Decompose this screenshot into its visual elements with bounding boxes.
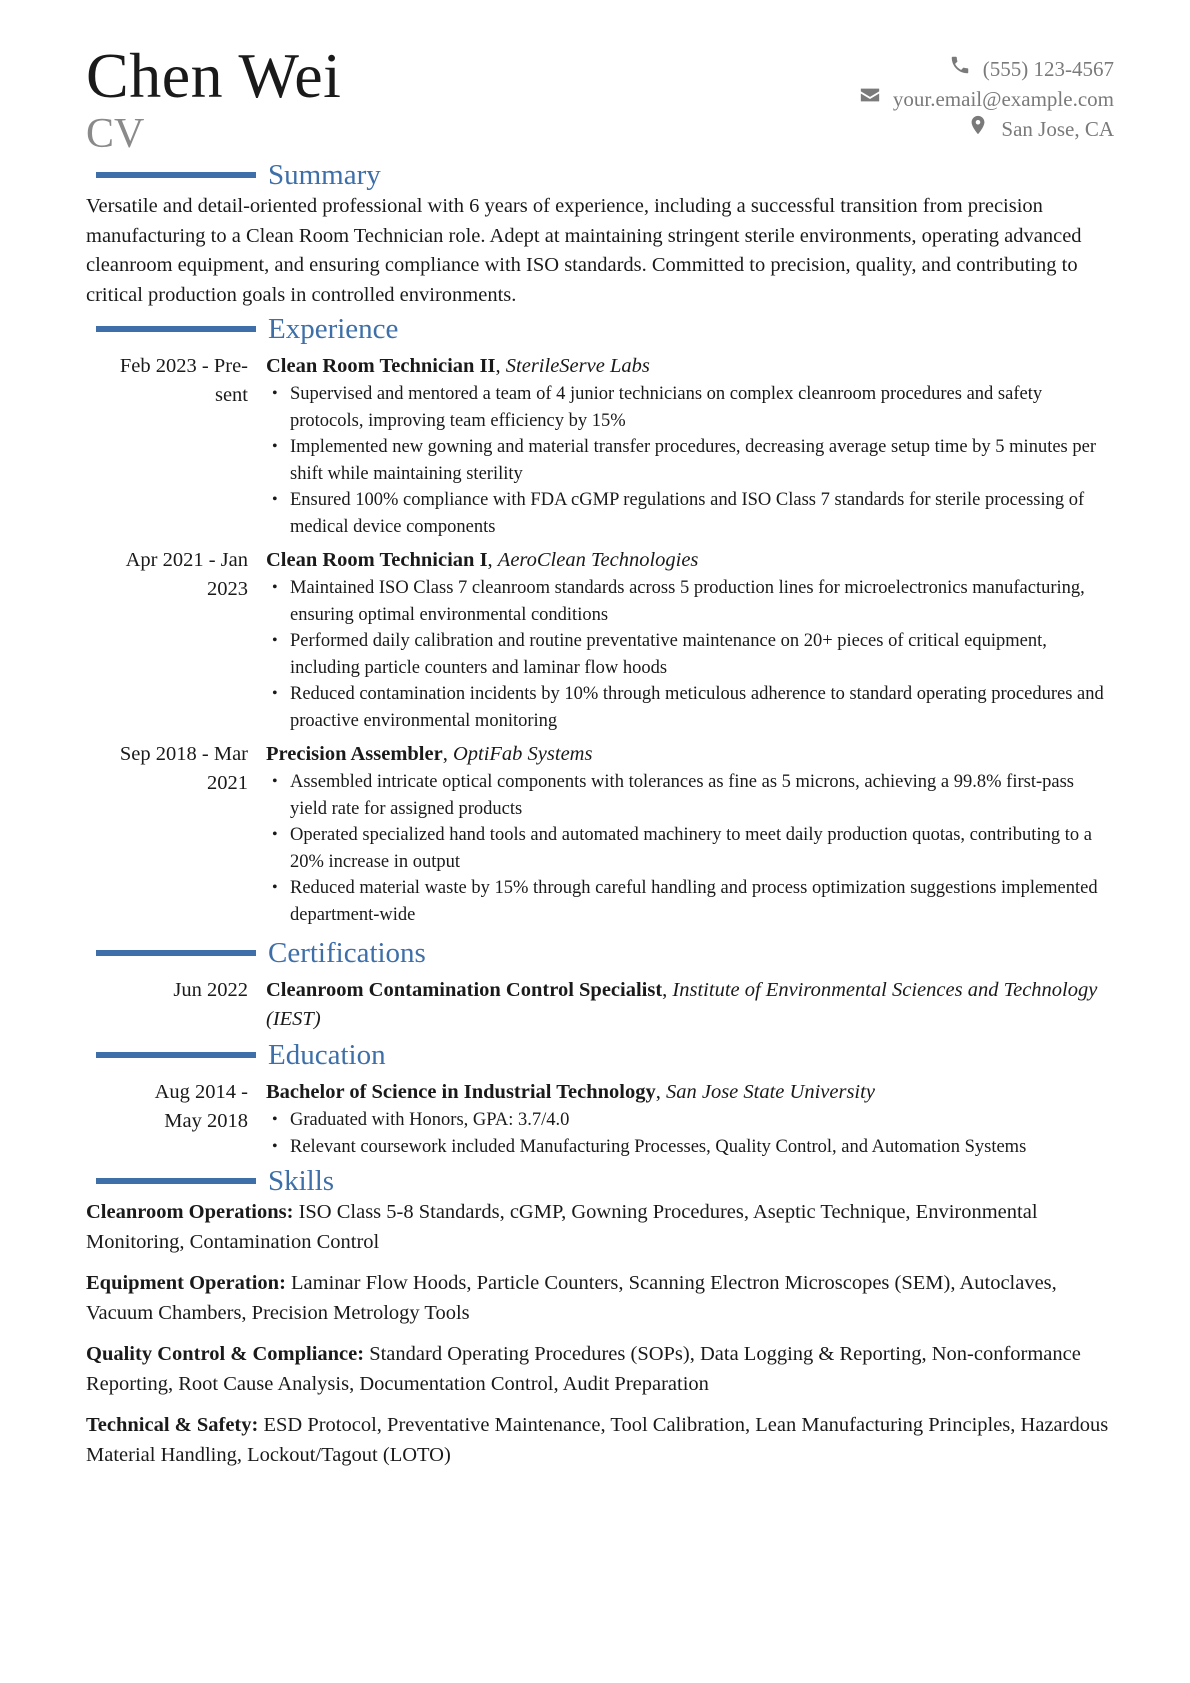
bullet-item: • Operated specialized hand tools and automated machinery to meet daily production quotas, contributing to a 20% increase in output: [266, 822, 1114, 875]
bullet-item: • Reduced contamination incidents by 10% through meticulous adherence to standard operating procedures and proactive environmental monitoring: [266, 681, 1114, 734]
location-text: San Jose, CA: [1001, 116, 1114, 141]
entry-date: [86, 352, 248, 540]
entry-heading: Cleanroom Contamination Control Specialist, Institute of Environmental Sciences and Technology (IEST): [266, 979, 1098, 1030]
section-title: Certifications: [268, 937, 426, 969]
bullet-list: [266, 381, 1114, 540]
entry-heading: Clean Room Technician I, AeroClean Technologies: [266, 549, 699, 571]
entry-heading: Bachelor of Science in Industrial Technology, San Jose State University: [266, 1081, 875, 1103]
entry-body: [266, 740, 1114, 928]
skill-label: Technical & Safety:: [86, 1414, 259, 1436]
entry-date-line: Aug 2014 -: [154, 1081, 248, 1103]
skill-group: [86, 1198, 1114, 1257]
skill-list: Standard Operating Procedures (SOPs), Data Logging & Reporting, Non-conformance Reporting, Root Cause Analysis, Documentation Control, Audit Preparation: [86, 1343, 1081, 1395]
skill-group: [86, 1411, 1114, 1470]
education-entry: [86, 1078, 1114, 1160]
bullet-item: • Reduced material waste by 15% through careful handling and process optimization suggestions implemented department-wide: [266, 875, 1114, 928]
employer-name: AeroClean Technologies: [497, 549, 699, 571]
skill-label: Quality Control & Compliance:: [86, 1343, 365, 1365]
contact-phone[interactable]: [859, 54, 1114, 84]
section-title: Education: [268, 1039, 386, 1071]
section-experience-heading: [86, 312, 1114, 346]
entry-body: [266, 1078, 1114, 1160]
bullet-item: • Performed daily calibration and routine preventative maintenance on 20+ pieces of critical equipment, including particle counters and laminar flow hoods: [266, 628, 1114, 681]
bullet-item: • Implemented new gowning and material transfer procedures, decreasing average setup time by 5 minutes per shift while maintaining sterility: [266, 434, 1114, 487]
section-title: Experience: [268, 313, 399, 345]
entry-date: [86, 546, 248, 734]
skill-list: ESD Protocol, Preventative Maintenance, Tool Calibration, Lean Manufacturing Principles, Hazardous Material Handling, Lockout/Tagout (LOTO): [86, 1414, 1109, 1466]
bullet-list: [266, 575, 1114, 734]
section-summary-heading: [86, 158, 1114, 192]
employer-name: SterileServe Labs: [505, 355, 650, 377]
entry-date-line: Sep 2018 - Mar: [119, 743, 248, 765]
entry-date-line: 2023: [207, 578, 248, 600]
entry-body: [266, 546, 1114, 734]
entry-date: [86, 1078, 248, 1160]
phone-icon: [949, 54, 971, 84]
summary-text: Versatile and detail-oriented professional with 6 years of experience, including a successful transition from precision manufacturing to a Clean Room Technician role. Adept at maintaining stringent sterile environments, operating advanced cleanroom equipment, and ensuring compliance with ISO standards. Committed to precision, quality, and contributing to critical production goals in controlled environments.: [86, 195, 1082, 306]
bullet-item: • Relevant coursework included Manufacturing Processes, Quality Control, and Automation Systems: [266, 1134, 1114, 1161]
person-name: Chen Wei: [86, 40, 342, 111]
entry-date-line: Feb 2023 - Pre-: [119, 355, 248, 377]
section-divider-bar: [96, 950, 256, 956]
entry-date-line: sent: [214, 384, 248, 406]
entry-date-line: May 2018: [164, 1110, 248, 1132]
skill-group: [86, 1269, 1114, 1328]
degree-title: Bachelor of Science in Industrial Technology: [266, 1081, 656, 1103]
section-education-heading: [86, 1038, 1114, 1072]
entry-body: [266, 976, 1114, 1034]
section-divider-bar: [96, 172, 256, 178]
certification-entry: [86, 976, 1114, 1034]
section-skills-heading: [86, 1164, 1114, 1198]
section-divider-bar: [96, 1178, 256, 1184]
experience-entry: [86, 352, 1114, 540]
resume-page: [86, 40, 1114, 1482]
job-title: Clean Room Technician I: [266, 549, 488, 571]
school-name: San Jose State University: [665, 1081, 875, 1103]
entry-date-line: Apr 2021 - Jan: [125, 549, 248, 571]
entry-date: [86, 740, 248, 928]
bullet-item: • Supervised and mentored a team of 4 junior technicians on complex cleanroom procedures and safety protocols, improving team efficiency by 15%: [266, 381, 1114, 434]
resume-header: [86, 40, 1114, 157]
skill-list: ISO Class 5-8 Standards, cGMP, Gowning Procedures, Aseptic Technique, Environmental Monitoring, Contamination Control: [86, 1201, 1038, 1253]
map-pin-icon: [967, 114, 989, 144]
contact-email[interactable]: [859, 84, 1114, 114]
job-title: Clean Room Technician II: [266, 355, 496, 377]
experience-entry: [86, 546, 1114, 734]
envelope-icon: [859, 84, 881, 114]
skill-list: Laminar Flow Hoods, Particle Counters, Scanning Electron Microscopes (SEM), Autoclaves, Vacuum Chambers, Precision Metrology Tools: [86, 1272, 1057, 1324]
skill-label: Equipment Operation:: [86, 1272, 286, 1294]
skill-group: [86, 1340, 1114, 1399]
issuer-name: Institute of Environmental Sciences and Technology (IEST): [266, 979, 1098, 1030]
entry-body: [266, 352, 1114, 540]
document-subtitle: CV: [86, 111, 145, 157]
entry-heading: Clean Room Technician II, SterileServe Labs: [266, 355, 650, 377]
bullet-list: [266, 769, 1114, 928]
skill-label: Cleanroom Operations:: [86, 1201, 294, 1223]
bullet-item: • Graduated with Honors, GPA: 3.7/4.0: [266, 1107, 1114, 1134]
entry-date-line: 2021: [207, 772, 248, 794]
bullet-item: • Assembled intricate optical components with tolerances as fine as 5 microns, achieving a 99.8% first-pass yield rate for assigned products: [266, 769, 1114, 822]
email-text: your.email@example.com: [892, 86, 1114, 111]
section-divider-bar: [96, 1052, 256, 1058]
bullet-item: • Ensured 100% compliance with FDA cGMP regulations and ISO Class 7 standards for sterile processing of medical device components: [266, 487, 1114, 540]
section-divider-bar: [96, 326, 256, 332]
section-certifications-heading: [86, 936, 1114, 970]
job-title: Precision Assembler: [266, 743, 443, 765]
employer-name: OptiFab Systems: [452, 743, 593, 765]
phone-text: (555) 123-4567: [982, 56, 1114, 81]
section-title: Skills: [268, 1165, 335, 1197]
contact-location: [859, 114, 1114, 144]
entry-heading: Precision Assembler, OptiFab Systems: [266, 743, 593, 765]
entry-date: Jun 2022: [173, 979, 248, 1001]
bullet-list: [266, 1107, 1114, 1160]
section-title: Summary: [268, 159, 381, 191]
bullet-item: • Maintained ISO Class 7 cleanroom standards across 5 production lines for microelectronics manufacturing, ensuring optimal environmental conditions: [266, 575, 1114, 628]
experience-entry: [86, 740, 1114, 928]
contact-block: [859, 54, 1114, 144]
certification-title: Cleanroom Contamination Control Specialist: [266, 979, 663, 1001]
